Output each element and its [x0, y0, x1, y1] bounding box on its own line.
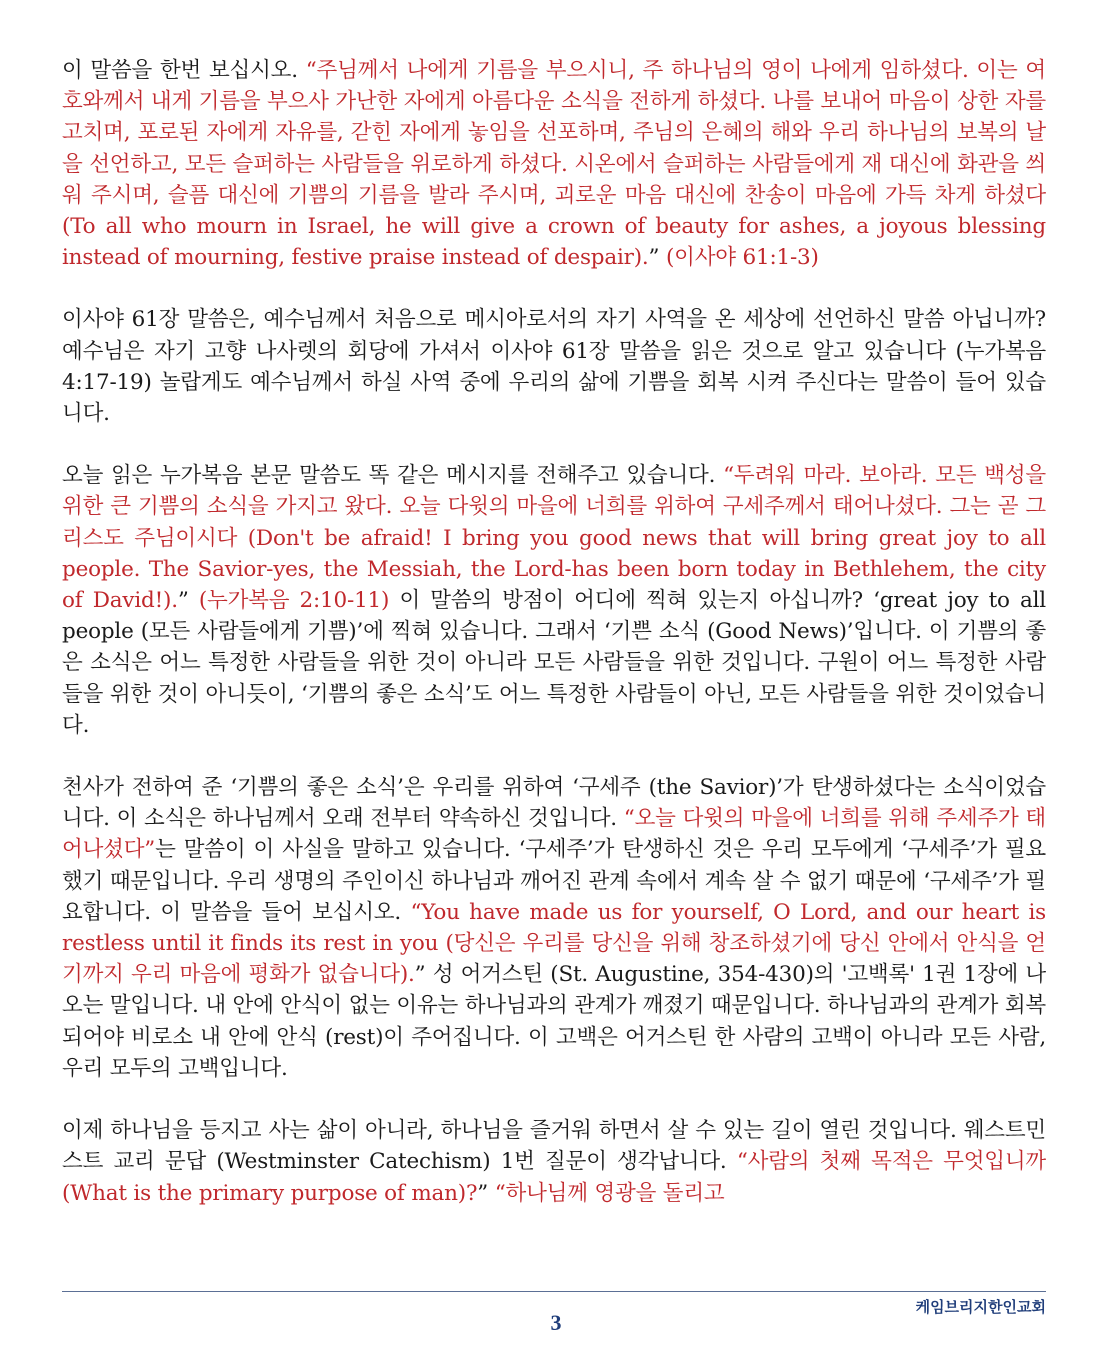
- footer-divider: [62, 1291, 1046, 1292]
- paragraph-5: [62, 1115, 1046, 1209]
- scripture-quote: “오늘 다윗의 마을에 너희를 위해 주세주가 태어나셨다”: [62, 806, 1046, 863]
- scripture-quote: “하나님께 영광을 돌리고: [494, 1180, 725, 1206]
- body-text: 이제 하나님을 등지고 사는 삶이 아니라, 하나님을 즐거워 하면서 살 수 있는 길이 열린 것입니다. 웨스트민스트 교리 문답 (Westminster Catechism) 1번 질문이 생각납니다.: [62, 1118, 1046, 1175]
- scripture-quote: “두려워 마라. 보아라. 모든 백성을 위한 큰 기쁨의 소식을 가지고 왔다. 오늘 다윗의 마을에 너희를 위하여 구세주께서 태어나셨다. 그는 곧 그리스도 주님이시다 (Don't be afraid! I bring you good news that will bring great joy to all people. The Savior-yes, the Messiah, the Lord-has been born today in Bethlehem, the city of David!).: [62, 463, 1046, 614]
- body-text: 이사야 61장 말씀은, 예수님께서 처음으로 메시아로서의 자기 사역을 온 세상에 선언하신 말씀 아닙니까? 예수님은 자기 고향 나사렛의 회당에 가셔서 이사야 61장 말씀을 읽은 것으로 알고 있습니다 (누가복음 4:17-19) 놀랍게도 예수님께서 하실 사역 중에 우리의 삶에 기쁨을 회복 시켜 주신다는 말씀이 들어 있습니다.: [62, 307, 1046, 427]
- page-number: 3: [550, 1310, 562, 1335]
- scripture-quote: “You have made us for yourself, O Lord, and our heart is restless until it finds its rest in you (당신은 우리를 당신을 위해 창조하셨기에 당신 안에서 안식을 얻기까지 우리 마음에 평화가 없습니다).: [62, 899, 1046, 988]
- paragraph-2: [62, 304, 1046, 429]
- scripture-quote: (누가복음 2:10-11): [198, 588, 390, 614]
- paragraph-3: [62, 460, 1046, 741]
- body-text: ”: [177, 588, 199, 614]
- body-text: 천사가 전하여 준 ‘기쁨의 좋은 소식’은 우리를 위하여 ‘구세주 (the Savior)’가 탄생하셨다는 소식이었습니다. 이 소식은 하나님께서 오래 전부터 약속하신 것입니다.: [62, 775, 1046, 832]
- scripture-quote: “사람의 첫째 목적은 무엇입니까 (What is the primary purpose of man)?: [62, 1149, 1047, 1206]
- body-text: ”: [477, 1180, 495, 1206]
- body-text: 오늘 읽은 누가복음 본문 말씀도 똑 같은 메시지를 전해주고 있습니다.: [62, 463, 724, 489]
- body-text: 는 말씀이 이 사실을 말하고 있습니다. ‘구세주’가 탄생하신 것은 우리 모두에게 ‘구세주’가 필요했기 때문입니다. 우리 생명의 주인이신 하나님과 깨어진 관계 속에서 계속 살 수 없기 때문에 ‘구세주’가 필요합니다. 이 말씀을 들어 보십시오.: [62, 837, 1046, 925]
- scripture-quote: “주님께서 나에게 기름을 부으시니, 주 하나님의 영이 나에게 임하셨다. 이는 여호와께서 내게 기름을 부으사 가난한 자에게 아름다운 소식을 전하게 하셨다. 나를 보내어 마음이 상한 자를 고치며, 포로된 자에게 자유를, 갇힌 자에게 놓임을 선포하며, 주님의 은혜의 해와 우리 하나님의 보복의 날을 선언하고, 모든 슬퍼하는 사람들을 위로하게 하셨다. 시온에서 슬퍼하는 사람들에게 재 대신에 화관을 씌워 주시며, 슬픔 대신에 기쁨의 기름을 발라 주시며, 괴로운 마음 대신에 찬송이 마음에 가득 차게 하셨다 (To all who mourn in Israel, he will give a crown of beauty for ashes, a joyous blessing instead of mourning, festive praise instead of despair).: [62, 58, 1046, 271]
- body-text: ” 성 어거스틴 (St. Augustine, 354-430)의 '고백록' 1권 1장에 나오는 말입니다. 내 안에 안식이 없는 이유는 하나님과의 관계가 깨졌기 때문입니다. 하나님과의 관계가 회복되어야 비로소 내 안에 안식 (rest)이 주어집니다. 이 고백은 어거스틴 한 사람의 고백이 아니라 모든 사람, 우리 모두의 고백입니다.: [62, 962, 1046, 1081]
- paragraph-1: [62, 55, 1046, 273]
- paragraph-4: [62, 772, 1046, 1084]
- body-text: 이 말씀의 방점이 어디에 찍혀 있는지 아십니까? ‘great joy to all people (모든 사람들에게 기쁨)’에 찍혀 있습니다. 그래서 ‘기쁜 소식 (Good News)’입니다. 이 기쁨의 좋은 소식은 어느 특정한 사람들을 위한 것이 아니라 모든 사람들을 위한 것입니다. 구원이 어느 특정한 사람들을 위한 것이 아니듯이, ‘기쁨의 좋은 소식’도 어느 특정한 사람들이 아닌, 모든 사람들을 위한 것이었습니다.: [62, 588, 1046, 738]
- body-text: 이 말씀을 한번 보십시오.: [62, 58, 306, 83]
- scripture-quote: (이사야 61:1-3): [665, 245, 819, 271]
- body-text: ”: [648, 245, 666, 271]
- church-name: 케임브리지한인교회: [915, 1298, 1046, 1316]
- document-body: [62, 55, 1046, 1240]
